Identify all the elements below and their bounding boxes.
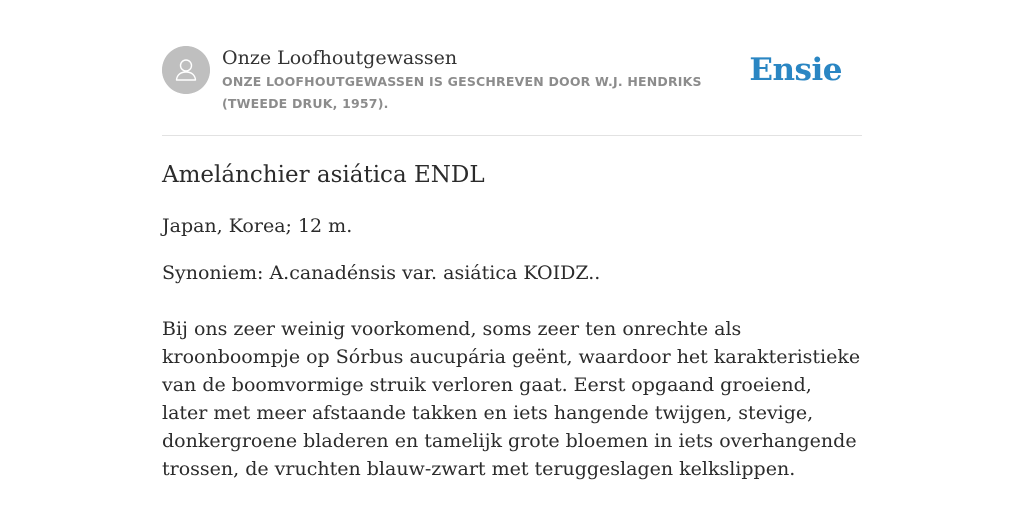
book-title[interactable]: Onze Loofhoutgewassen — [222, 47, 458, 69]
header-divider — [162, 135, 862, 136]
entry-range: Japan, Korea; 12 m. — [162, 215, 353, 237]
book-subtitle: ONZE LOOFHOUTGEWASSEN IS GESCHREVEN DOOR W.J. HENDRIKS (TWEEDE DRUK, 1957). — [222, 74, 702, 111]
book-header — [162, 46, 862, 118]
user-avatar-icon — [162, 46, 210, 94]
book-meta — [222, 46, 762, 115]
ensie-logo[interactable]: Ensie — [749, 52, 842, 88]
entry-synonym: Synoniem: A.canadénsis var. asiática KOIDZ.. — [162, 262, 601, 284]
entry-title: Amelánchier asiática ENDL — [162, 162, 485, 188]
entry-description: Bij ons zeer weinig voorkomend, soms zeer ten onrechte als kroonboompje op Sórbus aucupária geënt, waardoor het karakteristieke van de boomvormige struik verloren gaat. Eerst opgaand groeiend, later met meer afstaande takken en iets hangende twijgen, stevige, donkergroene bladeren en tamelijk grote bloemen in iets overhangende trossen, de vruchten blauw-zwart met teruggeslagen kelkslippen. — [162, 318, 861, 480]
entry-content — [162, 158, 862, 483]
